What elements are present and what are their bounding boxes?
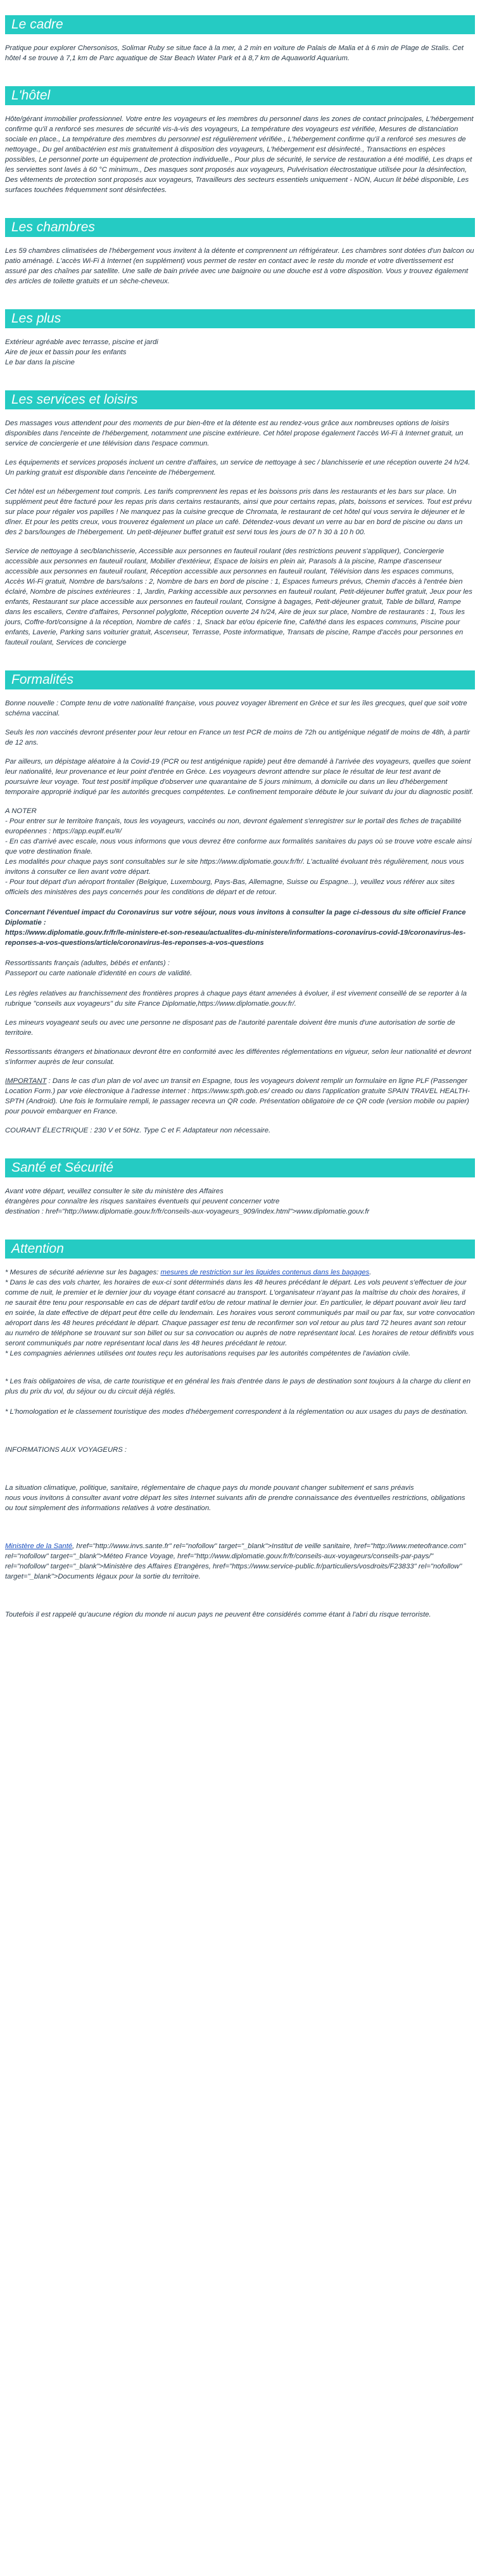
attention-info-label: INFORMATIONS AUX VOYAGEURS :	[5, 1446, 127, 1454]
section-services	[5, 390, 475, 648]
attention-links	[5, 1541, 475, 1582]
nota-line: - Pour entrer sur le territoire français, tous les voyageurs, vaccinés ou non, devront également s'enregistrer sur le portail des fiches de traçabilité européennes : https://app.euplf.eu/#/	[5, 817, 462, 835]
services-text-1: Des massages vous attendent pour des moments de pur bien-être et la détente est au rendez-vous grâce aux nombreuses options de loisirs disponibles dans l'enceinte de l'hébergement, notamment une piscine extérieure. Cet hôtel propose également l'accès Wi-Fi à Internet gratuit, un service de conciergerie et une télévision dans l'espace commun.	[5, 420, 464, 447]
section-chambres	[5, 218, 475, 286]
cadre-text: Pratique pour explorer Chersonisos, Solimar Ruby se situe face à la mer, à 2 min en voiture de Palais de Malia et à 6 min de Plage de Stalis. Cet hôtel 4 se trouve à 7,1 km de Parc aquatique de Star Beach Water Park et à 8,7 km de Aquaworld Aquarium.	[5, 44, 464, 62]
liquid-restrictions-link[interactable]: mesures de restriction sur les liquides contenus dans les bagages	[160, 1269, 370, 1276]
section-title-chambres: Les chambres	[5, 218, 475, 237]
section-attention	[5, 1240, 475, 1620]
attention-item-4: * Les frais obligatoires de visa, de carte touristique et en général les frais d'entrée dans le pays de destination sont toujours à la charge du client en plus du prix du vol, du séjour ou du circuit déjà réglés.	[5, 1378, 471, 1395]
section-title-services: Les services et loisirs	[5, 390, 475, 409]
formalites-coronavirus-note	[5, 907, 475, 948]
attention-toutefois: Toutefois il est rappelé qu'aucune région du monde ni aucun pays ne peuvent être considérés comme étant à l'abri du risque terroriste.	[5, 1611, 431, 1618]
formalites-important	[5, 1076, 475, 1117]
attention-item-1: * Mesures de sécurité aérienne sur les bagages: mesures de restriction sur les liquides contenus dans les bagages.	[5, 1269, 372, 1276]
nota-line: Les modalités pour chaque pays sont consultables sur le site https://www.diplomatie.gouv.fr/fr/. L'actualité évoluant très régulièrement, nous vous invitons à consulter ce lien avant votre départ.	[5, 858, 464, 876]
hotel-text: Hôte/gérant immobilier professionnel. Votre entre les voyageurs et les membres du personnel dans les zones de contact principales, L'hébergement confirme qu'il a renforcé ses mesures de sécurité vis-à-vis des voyageurs, La température des voyageurs est vérifiée, Mesures de distanciation sociale en place., La température des membres du personnel est régulièrement vérifiée., L'hébergement confirme qu'il a renforcé ses mesures de nettoyage., Du gel antibactérien est mis gratuitement à disposition des voyageurs, L'hébergement est désinfecté., Transactions en espèces possibles, Le personnel porte un équipement de protection individuelle., Pour plus de sécurité, le service de restauration a été modifié, Les draps et les serviettes sont lavés à 60 °C minimum., Des masques sont proposés aux voyageurs, Pulvérisation électrostatique utilisée pour la désinfection, Des vêtements de protection sont proposés aux voyageurs, Travailleurs des secteurs essentiels uniquement - NON, Aucun lit bébé disponible, Les surfaces touchées fréquemment sont désinfectées.	[5, 115, 474, 194]
section-formalites	[5, 670, 475, 1136]
sante-line: étrangères pour connaître les risques sanitaires éventuels qui peuvent concerner votre	[5, 1198, 280, 1205]
formalites-etrangers: Ressortissants étrangers et binationaux devront être en conformité avec les différentes réglementations en vigueur, selon leur nationalité et devront s'informer auprès de leur consulat.	[5, 1048, 471, 1066]
sante-line: Avant votre départ, veuillez consulter le site du ministère des Affaires	[5, 1188, 224, 1195]
section-title-attention: Attention	[5, 1240, 475, 1259]
coronavirus-note-text: Concernant l'éventuel impact du Coronavirus sur votre séjour, nous vous invitons à consulter la page ci-dessous du site officiel France Diplomatie :	[5, 909, 466, 926]
formalites-courant: COURANT ÉLECTRIQUE : 230 V et 50Hz. Type C et F. Adaptateur non nécessaire.	[5, 1127, 271, 1134]
plus-list	[5, 337, 475, 368]
formalites-text-3: Par ailleurs, un dépistage aléatoire à la Covid-19 (PCR ou test antigénique rapide) peut être demandé à l'arrivée des voyageurs, quelles que soient leur nationalité, leur provenance et leur point d'entrée en Grèce. Les voyageurs devront attendre sur place le résultat de leur test avant de poursuivre leur voyage. Tout test positif implique d'observer une quarantaine de 5 jours minimum, à domicile ou dans un lieu d'hébergement temporaire approprié indiqué par les autorités grecques compétentes. Le confinement temporaire débute le jour suivant du jour du diagnostic positif.	[5, 758, 474, 796]
section-plus	[5, 309, 475, 368]
nota-line: A NOTER	[5, 807, 37, 815]
formalites-nota	[5, 806, 475, 897]
services-text-4: Service de nettoyage à sec/blanchisserie, Accessible aux personnes en fauteuil roulant (des restrictions peuvent s'appliquer), Conciergerie accessible aux personnes en fauteuil roulant, Mobilier d'extérieur, Espace de loisirs en plein air, Parasols à la piscine, Rampe d'ascenseur accessible aux personnes en fauteuil roulant, Réception accessible aux personnes en fauteuil roulant, Télévision dans les espaces communs, Accès Wi-Fi gratuit, Nombre de bars/salons : 2, Nombre de bars en bord de piscine : 1, Espaces fumeurs prévus, Chemin d'accès à l'entrée bien éclairé, Nombre de piscines extérieures : 1, Jardin, Parking accessible aux personnes en fauteuil roulant, Petit-déjeuner buffet gratuit, Jeux pour les enfants, Restaurant sur place accessible aux personnes en fauteuil roulant, Consigne à bagages, Petit-déjeuner gratuit, Table de billard, Rampe dans les escaliers, Centre d'affaires, Personnel polyglotte, Réception ouverte 24 h/24, Aire de jeux sur place, Nombre de restaurants : 1, Tous les jours, Coffre-fort/consigne à la réception, Nombre de cafés : 1, Snack bar et/ou épicerie fine, Café/thé dans les espaces communs, Piscine pour enfants, Laverie, Parking sans voiturier gratuit, Ascenseur, Terrasse, Poste informatique, Transats de piscine, Rampe d'accès pour personnes en fauteuil roulant, Services de concierge	[5, 548, 472, 646]
nota-line: - Pour tout départ d'un aéroport frontalier (Belgique, Luxembourg, Pays-Bas, Allemagne, Suisse ou Espagne...), veuillez vous référer aux sites officiels des ministères des pays concernés pour les conditions de départ et de retour.	[5, 878, 455, 896]
section-title-cadre: Le cadre	[5, 15, 475, 34]
situation-line: nous vous invitons à consulter avant votre départ les sites Internet suivants afin de prendre connaissance des éventuelles restrictions, obligations ou tout simplement des informations relatives à votre destination.	[5, 1494, 465, 1512]
section-sante	[5, 1158, 475, 1217]
attention-item-3: * Les compagnies aériennes utilisées ont toutes reçu les autorisations requises par les autorités compétentes de l'aviation civile.	[5, 1350, 411, 1357]
sante-text	[5, 1186, 475, 1217]
chambres-text: Les 59 chambres climatisées de l'hébergement vous invitent à la détente et comprennent un réfrigérateur. Les chambres sont dotées d'un balcon ou patio aménagé. L'accès Wi-Fi à Internet (en supplément) vous permet de rester en contact avec le reste du monde et votre divertissement est assuré par des chaînes par satellite. Une salle de bain privée avec une baignoire ou une douche est à votre disposition. Vous y trouvez également des articles de toilette gratuits et un sèche-cheveux.	[5, 247, 474, 285]
situation-line: La situation climatique, politique, sanitaire, réglementaire de chaque pays du monde pouvant changer subitement et sans préavis	[5, 1484, 414, 1492]
plus-item: Aire de jeux et bassin pour les enfants	[5, 349, 127, 356]
important-label: IMPORTANT	[5, 1077, 47, 1085]
ministere-sante-link[interactable]: Ministère de la Santé	[5, 1542, 73, 1550]
nota-line: - En cas d'arrivé avec escale, nous vous informons que vous devrez être conforme aux formalités sanitaires du pays où se trouve votre escale ainsi que votre destination finale.	[5, 838, 472, 855]
services-text-3: Cet hôtel est un hébergement tout compris. Les tarifs comprennent les repas et les boissons pris dans les restaurants et les bars sur place. Un supplément peut être facturé pour les repas pris dans certains restaurants, ainsi que pour certains repas, plats, boissons et services. Tout est prévu sur place pour régaler vos papilles ! Ne manquez pas la cuisine grecque de Chromata, le restaurant de cet hôtel qui vous servira le déjeuner et le dîner. Et pour les petits creux, vous trouverez également un place un café. Détendez-vous devant un verre au bar en bord de piscine ou dans un des 2 bars/lounges de l'hébergement. Un petit-déjeuner buffet gratuit est servi tous les jours de 07 h 30 à 10 h 00.	[5, 488, 472, 536]
sante-line: destination : href="http://www.diplomatie.gouv.fr/fr/conseils-aux-voyageurs_909/index.html">www.diplomatie.gouv.fr	[5, 1208, 370, 1215]
ressortissants-line: Ressortissants français (adultes, bébés et enfants) :	[5, 959, 170, 967]
section-title-formalites: Formalités	[5, 670, 475, 689]
formalites-ressortissants	[5, 958, 475, 978]
section-hotel	[5, 86, 475, 195]
formalites-mineurs: Les mineurs voyageant seuls ou avec une personne ne disposant pas de l'autorité parentale doivent être munis d'une autorisation de sortie de territoire.	[5, 1019, 455, 1037]
attention-item-2: * Dans le cas des vols charter, les horaires de eux-ci sont déterminés dans les 48 heures précédant le départ. Les vols peuvent s'effectuer de jour comme de nuit, le premier et le dernier jour du voyage étant consacré au transport. L'organisateur n'ayant pas la maîtrise du choix des horaires, il ne saurait être tenu pour responsable en cas de départ tardif et/ou de retour matinal le dernier jour. En particulier, le départ pouvant avoir lieu tard en soirée, la date effective de départ peut être celle du lendemain. Les horaires vous seront communiqués par mail ou par fax, sur votre convocation aéroport dans les 48 heures précédant le départ. Chaque passager est tenu de reconfirmer son vol retour au plus tard 72 heures avant son retour au numéro de téléphone se trouvant sur son billet ou sur sa convocation ou auprès de notre représentant local. Les horaires de retour définitifs vous seront communiqués par notre représentant local dans les 48 heures précédant le retour.	[5, 1279, 475, 1347]
important-text: : Dans le cas d'un plan de vol avec un transit en Espagne, tous les voyageurs doivent remplir un formulaire en ligne PLF (Passenger Location Form.) par voie électronique à l'adresse internet : https://www.spth.gob.es/ creado ou dans l'application gratuite SPAIN TRAVEL HEALTH-SPTH (Android). Une fois le formulaire rempli, le passager recevra un QR code. Présentation obligatoire de ce QR code (version mobile ou papier) pour pouvoir embarquer en France.	[5, 1077, 470, 1115]
plus-item: Le bar dans la piscine	[5, 359, 75, 366]
coronavirus-note-link[interactable]: https://www.diplomatie.gouv.fr/fr/le-ministere-et-son-reseau/actualites-du-ministere/informations-coronavirus-covid-19/coronavirus-les-reponses-a-vos-questions/article/coronavirus-les-reponses-a-vos-questions	[5, 929, 466, 947]
ressortissants-line: Passeport ou carte nationale d'identité en cours de validité.	[5, 970, 193, 977]
services-text-2: Les équipements et services proposés incluent un centre d'affaires, un service de nettoyage à sec / blanchisserie et une réception ouverte 24 h/24. Un parking gratuit est disponible dans l'enceinte de l'hébergement.	[5, 459, 471, 477]
attention-situation	[5, 1483, 475, 1513]
formalites-text-2: Seuls les non vaccinés devront présenter pour leur retour en France un test PCR de moins de 72h ou antigénique négatif de moins de 48h, à partir de 12 ans.	[5, 729, 471, 747]
formalites-regles: Les règles relatives au franchissement des frontières propres à chaque pays étant amenées à évoluer, il est vivement conseillé de se reporter à la rubrique "conseils aux voyageurs" du site France Diplomatie,https://www.diplomatie.gouv.fr/.	[5, 990, 467, 1008]
plus-item: Extérieur agréable avec terrasse, piscine et jardi	[5, 338, 158, 346]
attention-item-5: * L'homologation et le classement touristique des modes d'hébergement correspondent à la réglementation ou aux usages du pays de destination.	[5, 1408, 468, 1416]
formalites-text-1: Bonne nouvelle : Compte tenu de votre nationalité française, vous pouvez voyager librement en Grèce et sur les îles grecques, quel que soit votre schéma vaccinal.	[5, 700, 467, 717]
section-title-hotel: L'hôtel	[5, 86, 475, 105]
section-title-sante: Santé et Sécurité	[5, 1158, 475, 1177]
section-title-plus: Les plus	[5, 309, 475, 328]
section-cadre	[5, 15, 475, 63]
attention-links-text: , href="http://www.invs.sante.fr" rel="nofollow" target="_blank">Institut de veille sanitaire, href="http://www.meteofrance.com" rel="nofollow" target="_blank">Méteo France Voyage, href="http://www.diplomatie.gouv.fr/fr/conseils-aux-voyageurs/conseils-par-pays/" rel="nofollow" target="_blank">Ministère des Affaires Etrangères, href="https://www.service-public.fr/particuliers/vosdroits/F23833" rel="nofollow" target="_blank">Documents légaux pour la sortie du territoire.	[5, 1542, 466, 1580]
